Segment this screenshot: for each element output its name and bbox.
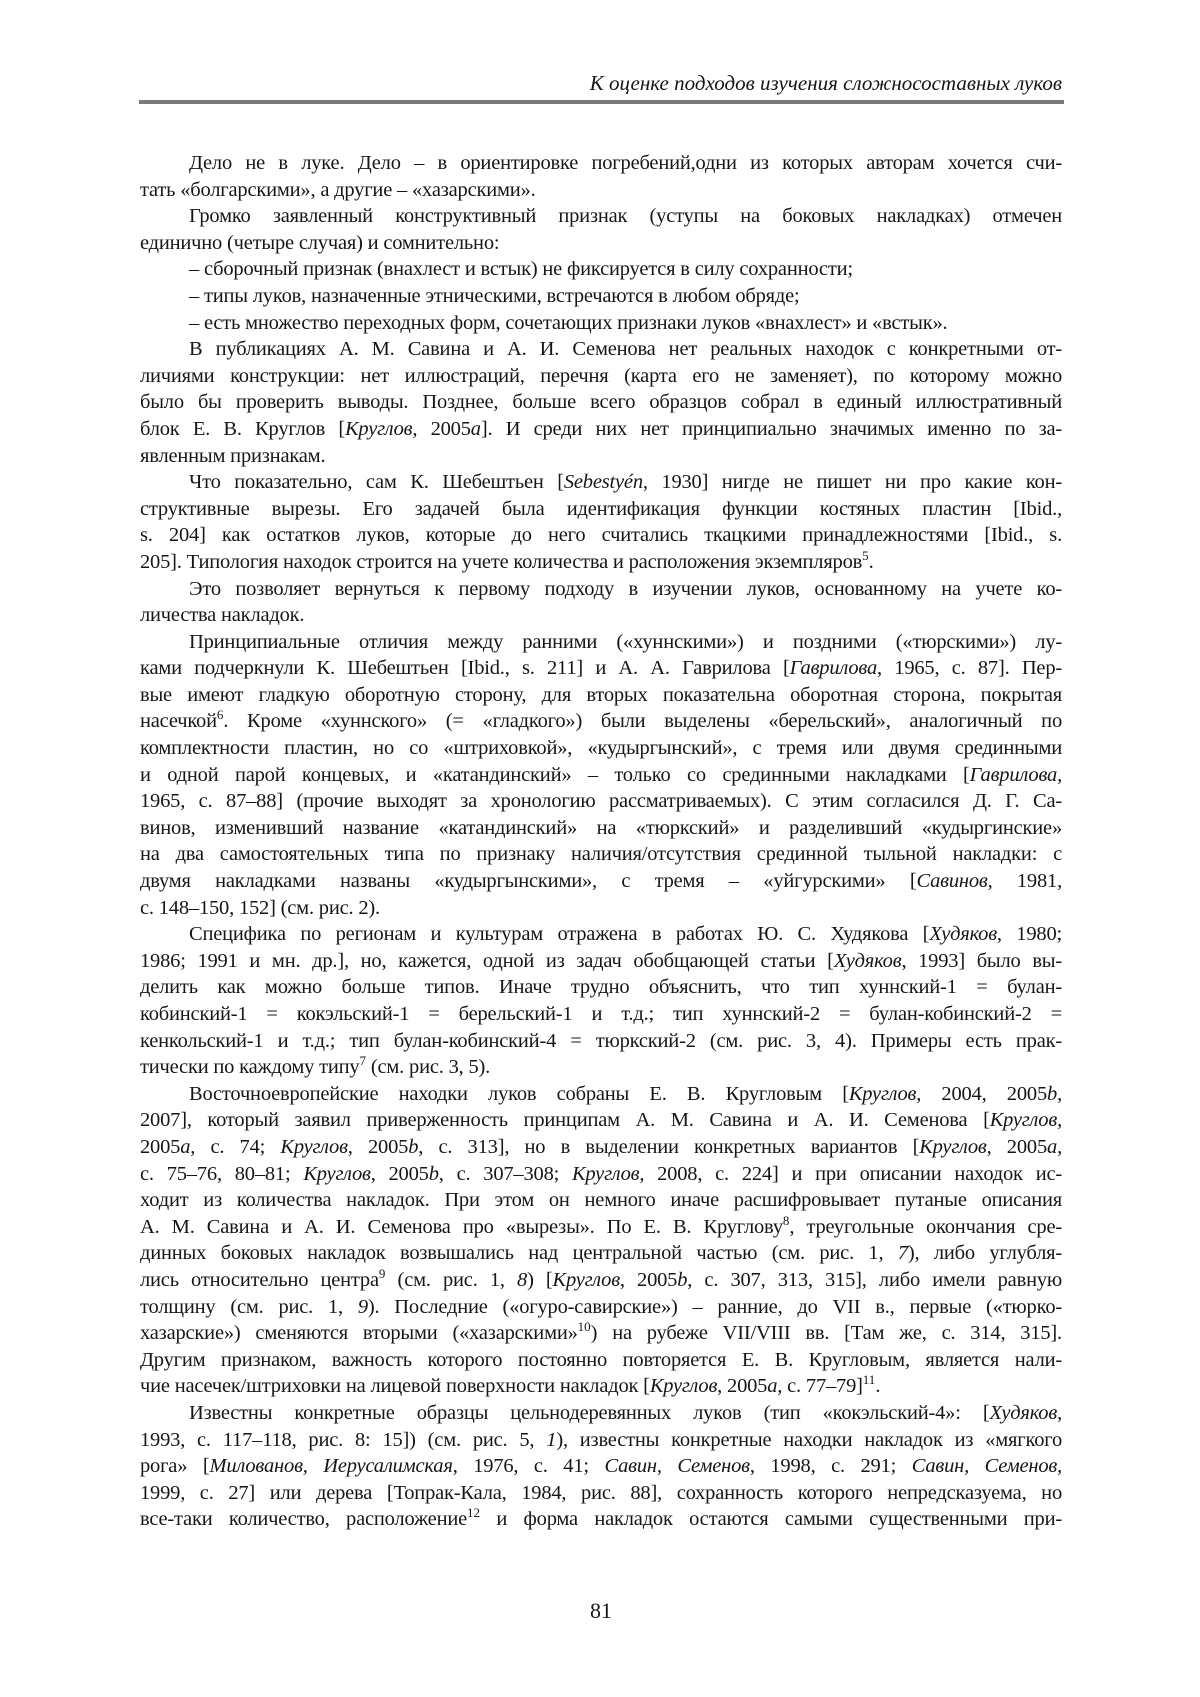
text-line: комплектности пластин, но со «штриховкой», «кудыргынский», с тремя или двумя срединными	[140, 737, 1062, 760]
footnote-reference: 6	[216, 707, 224, 723]
footnote-reference: 12	[467, 1505, 481, 1521]
text-line: блок Е. В. Круглов [Круглов, 2005а]. И среди них нет принципиально значимых именно по за-	[140, 417, 1063, 440]
text-line: тать «болгарскими», а другие – «хазарскими».	[140, 178, 536, 201]
text-line: насечкой$^6$. Кроме «хуннского» (= «гладкого») были выделены «берельский», аналогичный по	[140, 707, 1062, 733]
header-rule	[139, 100, 1064, 104]
body-text	[140, 150, 1062, 1533]
text-line: кобинский-1 = кокэльский-1 = берельский-1 и т.д.; тип хуннский-2 = булан-кобинский-2 =	[140, 1003, 1062, 1025]
footnote-reference: 7	[359, 1053, 366, 1069]
text-line: винов, изменивший название «катандинский» на «тюркский» и разделивший «кудыргинские»	[140, 816, 1062, 839]
text-line: единично (четыре случая) и сомнительно:	[140, 231, 500, 254]
text-line: с. 148–150, 152] (см. рис. 2).	[140, 896, 380, 919]
text-line: динных боковых накладок возвышались над центральной частью (см. рис. 1, 7), либо углубля-	[140, 1242, 1063, 1265]
text-line: тически по каждому типу$^7$ (см. рис. 3, 5).	[140, 1053, 491, 1079]
text-line: двумя накладками названы «кудыргынскими», с тремя – «уйгурскими» [Савинов, 1981,	[140, 870, 1062, 893]
text-line: 1986; 1991 и мн. др.], но, кажется, одной из задач обобщающей статьи [Худяков, 1993] было вы-	[140, 949, 1063, 972]
running-head-title: К оценке подходов изучения сложносоставных луков	[589, 71, 1062, 95]
text-line: 2005а, с. 74; Круглов, 2005b, с. 313], но в выделении конкретных вариантов [Круглов, 2005а,	[140, 1135, 1062, 1158]
text-line: было бы проверить выводы. Позднее, больше всего образцов собрал в единый иллюстративный	[140, 391, 1062, 414]
footnote-reference: 11	[862, 1372, 876, 1388]
text-line: хазарские») сменяются вторыми («хазарскими»$^{10}$) на рубеже VII/VIII вв. [Там же, с. 314, 315].	[140, 1319, 1062, 1345]
text-line: Это позволяет вернуться к первому подходу в изучении луков, основанному на учете ко-	[189, 577, 1062, 600]
text-line: – есть множество переходных форм, сочетающих признаки луков «внахлест» и «встык».	[189, 311, 948, 334]
text-line: А. М. Савина и А. И. Семенова про «вырезы». По Е. В. Круглову$^8$, треугольные окончания сре-	[140, 1212, 1062, 1238]
text-line: 1965, с. 87–88] (прочие выходят за хронологию рассматриваемых). С этим согласился Д. Г. Са-	[140, 790, 1062, 813]
text-line: личиями конструкции: нет иллюстраций, перечня (карта его не заменяет), по которому можно	[140, 364, 1062, 387]
text-line: – сборочный признак (внахлест и встык) не фиксируется в силу сохранности;	[189, 258, 853, 281]
text-line: s. 204] как остатков луков, которые до него считались ткацкими принадлежностями [Ibid., s.	[140, 524, 1062, 547]
text-line: толщину (см. рис. 1, 9). Последние («огуро-савирские») – ранние, до VII в., первые («тюрко-	[140, 1295, 1062, 1318]
text-line: Дело не в луке. Дело – в ориентировке погребений,одни из которых авторам хочется счи-	[189, 152, 1062, 174]
footnote-reference: 9	[378, 1266, 386, 1282]
text-line: – типы луков, назначенные этническими, встречаются в любом обряде;	[189, 284, 800, 307]
text-line: Специфика по регионам и культурам отражена в работах Ю. С. Худякова [Худяков, 1980;	[189, 923, 1062, 946]
text-line: все-таки количество, расположение$^{12}$ и форма накладок остаются самыми существенными при-	[140, 1505, 1062, 1531]
text-line: явленным признакам.	[140, 444, 326, 467]
text-line: Громко заявленный конструктивный признак (уступы на боковых накладках) отмечен	[189, 205, 1062, 228]
text-line: личества накладок.	[140, 604, 305, 627]
footnote-reference: 10	[577, 1319, 591, 1335]
text-line: Принципиальные отличия между ранними («хуннскими») и поздними («тюрскими») лу-	[189, 630, 1062, 653]
text-line: Что показательно, сам К. Шебештьен [Sebestyén, 1930] нигде не пишет ни про какие кон-	[189, 471, 1062, 494]
text-line: с. 75–76, 80–81; Круглов, 2005b, с. 307–308; Круглов, 2008, с. 224] и при описании находок ис-	[140, 1162, 1062, 1185]
text-line: и одной парой концевых, и «катандинский» – только со срединными накладками [Гаврилова,	[140, 763, 1062, 786]
text-line: чие насечек/штриховки на лицевой поверхности накладок [Круглов, 2005а, с. 77–79]$^{11}$.	[140, 1372, 881, 1398]
footnote-reference: 5	[862, 548, 869, 564]
text-line: 2007], который заявил приверженность принципам А. М. Савина и А. И. Семенова [Круглов,	[140, 1109, 1062, 1132]
text-line: ками подчеркнули К. Шебештьен [Ibid., s. 211] и А. А. Гаврилова [Гаврилова, 1965, с. 87]. Пер-	[140, 657, 1062, 680]
page-number: 81	[590, 1598, 612, 1623]
text-line: на два самостоятельных типа по признаку наличия/отсутствия срединной тыльной накладки: с	[140, 843, 1062, 866]
text-line: ходит из количества накладок. При этом он немного иначе расшифровывает путаные описания	[140, 1189, 1062, 1212]
text-line: рога» [Милованов, Иерусалимская, 1976, с. 41; Савин, Семенов, 1998, с. 291; Савин, Семенов,	[140, 1455, 1063, 1478]
text-line: лись относительно центра$^9$ (см. рис. 1, 8) [Круглов, 2005b, с. 307, 313, 315], либо имели равную	[140, 1266, 1062, 1291]
text-line: 205]. Типология находок строится на учете количества и расположения экземпляров$^5$.	[140, 548, 874, 573]
text-line: вые имеют гладкую оборотную сторону, для вторых показательна оборотная сторона, покрытая	[140, 683, 1062, 706]
text-line: Восточноевропейские находки луков собраны Е. В. Кругловым [Круглов, 2004, 2005b,	[189, 1082, 1063, 1105]
text-line: 1999, с. 27] или дерева [Топрак-Кала, 1984, рис. 88], сохранность которого непредсказуема, но	[140, 1481, 1062, 1504]
text-line: Известны конкретные образцы цельнодеревянных луков (тип «кокэльский-4»: [Худяков,	[189, 1401, 1062, 1424]
text-line: Другим признаком, важность которого постоянно повторяется Е. В. Кругловым, является нали-	[140, 1348, 1062, 1371]
text-line: 1993, с. 117–118, рис. 8: 15]) (см. рис. 5, 1), известны конкретные находки накладок из «мягкого	[140, 1428, 1062, 1451]
text-line: В публикациях А. М. Савина и А. И. Семенова нет реальных находок с конкретными от-	[189, 338, 1062, 361]
text-line: кенкольский-1 и т.д.; тип булан-кобинский-4 = тюркский-2 (см. рис. 3, 4). Примеры есть прак-	[140, 1029, 1062, 1052]
text-line: делить как можно больше типов. Иначе трудно объяснить, что тип хуннский-1 = булан-	[140, 976, 1062, 999]
footnote-reference: 8	[782, 1212, 790, 1228]
text-line: структивные вырезы. Его задачей была идентификация функции костяных пластин [Ibid.,	[140, 497, 1062, 520]
